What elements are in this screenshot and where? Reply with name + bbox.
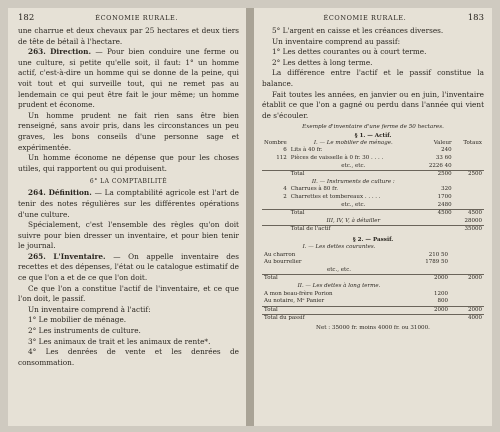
table-cell: 2480 (437, 201, 452, 208)
inventory-table-passif (262, 244, 484, 323)
subsection-title: II. — Instruments de culture : (311, 178, 395, 185)
table-cell (454, 147, 484, 155)
list-item: 4° Les denrées de vente et les denrées de consommation. (18, 347, 239, 367)
total-row (262, 306, 484, 315)
paragraph: Un homme prudent ne fait rien sans être bien renseigné, sans avoir pris, dans les circonstances un peu graves, les bons conseils d'une personne sage et expérimentée. (18, 110, 239, 152)
book-gutter (246, 8, 254, 426)
paragraph-264 (18, 188, 239, 220)
right-page (254, 8, 492, 426)
paragraph: Un inventaire comprend au passif: (272, 36, 401, 46)
total-value: 35000 (454, 226, 484, 234)
paragraph-text: — On appelle inventaire des recettes et des dépenses, l'état ou le catalogue estimatif de ce que l'on a et de ce que l'on doit. (18, 251, 239, 283)
table-cell: etc., etc. (341, 201, 366, 208)
table-row (262, 291, 484, 299)
running-title: ÉCONOMIE RURALE. (323, 14, 407, 22)
list-item: 1° Le mobilier de ménage. (28, 315, 127, 325)
passif-heading: § 2. — Passif. (352, 236, 394, 243)
table-cell (450, 291, 484, 299)
table-cell (418, 218, 454, 226)
total-value: 4500 (454, 210, 484, 218)
col-header: Totaux (463, 139, 482, 146)
table-cell: 33 60 (435, 154, 452, 161)
table-cell (450, 252, 484, 260)
paragraph-263 (18, 47, 239, 111)
total-value: 2000 (450, 275, 484, 283)
paragraph-265 (18, 252, 239, 284)
table-row (262, 163, 484, 171)
table-cell: 2226 40 (428, 162, 452, 169)
subsection-title: II. — Les dettes à long terme. (297, 283, 381, 290)
total-value: 2000 (416, 275, 450, 283)
page-number: 183 (467, 13, 484, 23)
paragraph: Un homme économe ne dépense que pour les choses utiles, qui rapportent ou qui produisent. (18, 153, 239, 173)
table-cell: Au notaire, Mᵉ Panier (264, 298, 325, 305)
table-cell: etc., etc. (326, 266, 352, 273)
table-cell (454, 163, 484, 171)
total-row (262, 315, 484, 323)
table-cell: Au charron (264, 251, 296, 258)
table-row (262, 298, 484, 306)
total-value: 4000 (450, 315, 484, 323)
actif-heading: § 1. — Actif. (354, 132, 392, 139)
table-cell (454, 202, 484, 210)
page-number: 182 (18, 13, 35, 23)
example-title: Exemple d'inventaire d'une ferme de 50 hectares. (302, 124, 444, 131)
table-cell: 2 (283, 193, 287, 200)
paragraph-number: 265. (28, 251, 46, 261)
table-cell (454, 155, 484, 163)
table-cell (454, 186, 484, 194)
table-cell: Charrettes et tombereaux . . . . . (290, 193, 381, 200)
table-cell: Charrues à 80 fr. (290, 186, 338, 193)
col-header: Nombre (264, 139, 287, 146)
paragraph-heading: Direction. (50, 47, 91, 57)
paragraph: Un inventaire comprend à l'actif: (28, 304, 151, 314)
table-cell: 320 (441, 186, 452, 193)
left-header (18, 13, 239, 24)
paragraph-heading: Définition. (48, 188, 92, 198)
total-label: Total (262, 306, 416, 315)
table-cell: 210 50 (428, 251, 448, 258)
table-cell (262, 163, 289, 171)
total-row (262, 171, 484, 179)
total-label: Total (289, 210, 418, 218)
table-cell: 4 (283, 186, 287, 193)
total-row (262, 210, 484, 218)
table-cell: Lits à 40 fr. (290, 147, 323, 154)
total-value (418, 226, 454, 234)
paragraph: Fait toutes les années, en janvier ou en juin, l'inventaire établit ce que l'on a gagné ou perdu dans l'année qui vient de s'écouler. (262, 89, 484, 120)
paragraph-number: 264. (28, 188, 46, 198)
paragraph-number: 263. (28, 47, 46, 57)
table-cell: 1700 (437, 193, 452, 200)
table-cell: 28000 (464, 217, 482, 224)
table-cell (450, 298, 484, 306)
table-row (262, 202, 484, 210)
table-cell: III, IV, V, à détailler (326, 217, 381, 224)
left-page (8, 8, 246, 426)
table-row (262, 252, 484, 260)
table-cell: Pièces de vaisselle à 0 fr. 30 . . . . (290, 154, 384, 161)
col-header: Valeur (433, 139, 452, 146)
table-row (262, 155, 484, 163)
paragraph-text: — Pour bien conduire une ferme ou une culture, si petite qu'elle soit, il faut: 1° un homme actif, c'est-à-dire un homme qui se donne de la peine, qui voit tout et qui surveille tout, qui ne remet pas au lendemain ce qui peut être fait le jour même; un homme prudent et économe. (18, 47, 239, 110)
total-value: 4500 (418, 210, 454, 218)
paragraph-text: — La comptabilité agricole est l'art de tenir des notes régulières sur les différentes opérations d'une culture. (18, 188, 240, 219)
table-cell: A mon beau-frère Porion (264, 290, 333, 297)
total-value: 2500 (418, 171, 454, 179)
table-row (262, 186, 484, 194)
total-value: 2000 (416, 306, 450, 315)
net-line: Net : 35000 fr. moins 4000 fr. ou 31000. (316, 325, 430, 332)
paragraph: La différence entre l'actif et le passif constitue la balance. (262, 68, 484, 88)
total-label: Total de l'actif (289, 226, 418, 234)
table-row (262, 194, 484, 202)
subsection-title: I. — Le mobilier de ménage. (313, 139, 393, 146)
paragraph: Ce que l'on a constitue l'actif de l'inventaire, et ce que l'on doit, le passif. (18, 283, 239, 304)
table-cell (416, 267, 450, 275)
total-row (262, 226, 484, 234)
right-header (262, 13, 484, 24)
total-value: 2500 (454, 171, 484, 179)
list-item: 1° Les dettes courantes ou à court terme. (272, 47, 427, 57)
total-label: Total du passif (262, 315, 416, 323)
table-cell (454, 194, 484, 202)
paragraph: une charrue et deux chevaux par 25 hectares et deux tiers de tête de bétail à l'hectare. (18, 26, 239, 46)
table-cell: 240 (441, 147, 452, 154)
subsection-title: I. — Les dettes courantes. (302, 244, 376, 251)
list-item: 3° Les animaux de trait et les animaux de rente*. (28, 336, 211, 346)
table-cell: 6 (283, 147, 287, 154)
total-row (262, 275, 484, 283)
table-row (262, 218, 484, 226)
table-cell: 1789 50 (425, 259, 448, 266)
table-row (262, 147, 484, 155)
table-cell: Au bourrelier (264, 259, 302, 266)
paragraph: Spécialement, c'est l'ensemble des règles qu'on doit suivre pour bien dresser un inventaire, et pour bien tenir le journal. (18, 220, 239, 251)
section-heading: 6° LA COMPTABILITÉ (89, 178, 168, 186)
table-cell: 112 (276, 154, 287, 161)
total-label: Total (289, 171, 418, 179)
list-item: 2° Les instruments de culture. (28, 326, 141, 336)
table-row (262, 259, 484, 267)
paragraph-heading: L'Inventaire. (53, 251, 106, 261)
list-item: 5° L'argent en caisse et les créances diverses. (272, 26, 444, 35)
table-cell: 1200 (434, 290, 448, 297)
inventory-table-actif (262, 140, 484, 234)
table-row (262, 267, 484, 275)
running-title: ÉCONOMIE RURALE. (95, 14, 179, 22)
total-label: Total (262, 275, 416, 283)
total-value (416, 315, 450, 323)
table-cell (450, 267, 484, 275)
list-item: 2° Les dettes à long terme. (272, 57, 373, 67)
table-cell (450, 259, 484, 267)
table-cell (262, 202, 289, 210)
total-value: 2000 (450, 306, 484, 315)
table-cell: 800 (437, 298, 448, 305)
table-cell: etc., etc. (341, 162, 366, 169)
